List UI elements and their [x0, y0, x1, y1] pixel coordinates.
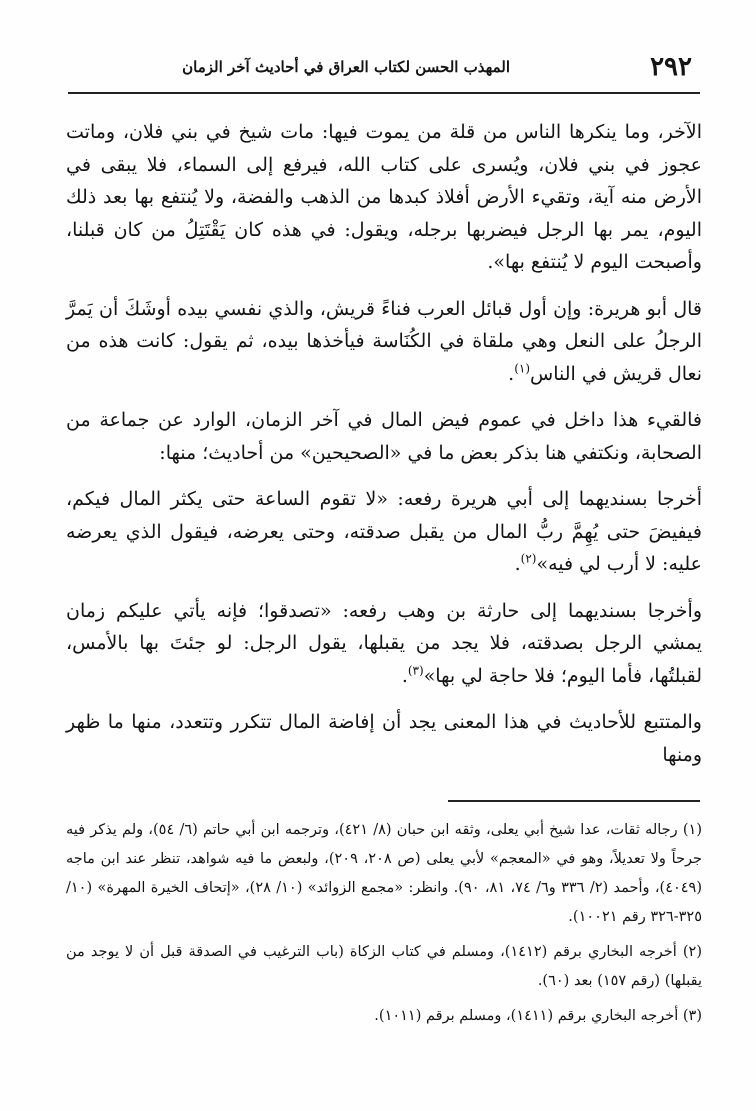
paragraph: أخرجا بسنديهما إلى أبي هريرة رفعه: «لا تقوم الساعة حتى يكثر المال فيكم، فيفيضَ حتى يُهِمَّ ربُّ المال من يقبل صدقته، وحتى يعرضه، فيقول الذي يعرضه عليه: لا أرب لي فيه»$^{(٢)}$. [66, 488, 702, 575]
paragraph: الآخر، وما ينكرها الناس من قلة من يموت فيها: مات شيخ في بني فلان، وماتت عجوز في بني فلان، ويُسرى على كتاب الله، فيرفع إلى السماء، فلا يبقى في الأرض منه آية، وتقيء الأرض أفلاذ كبدها من الذهب والفضة، ولا يُنتفع بها بعد ذلك اليوم، يمر بها الرجل فيضربها برجله، ويقول: في هذه كان يَقْتَتِلُ من كان قبلنا، وأصبحت اليوم لا يُنتفع بها». [66, 121, 702, 273]
paragraph: والمتتبع للأحاديث في هذا المعنى يجد أن إفاضة المال تتكرر وتتعدد، منها ما ظهر ومنها [66, 711, 702, 766]
footnote-ref: (٢) [520, 551, 537, 566]
main-text [66, 116, 702, 785]
paragraph: فالقيء هذا داخل في عموم فيض المال في آخر الزمان، الوارد عن جماعة من الصحابة، ونكتفي هنا بذكر بعض ما في «الصحيحين» من أحاديث؛ منها: [66, 409, 702, 464]
paragraph: وأخرجا بسنديهما إلى حارثة بن وهب رفعه: «تصدقوا؛ فإنه يأتي عليكم زمان يمشي الرجل بصدقته، فلا يجد من يقبلها، يقول الرجل: لو جئتَ بها بالأمس، لقبلتُها، فأما اليوم؛ فلا حاجة لي بها»$^{(٣)}$. [66, 599, 702, 687]
footnotes [66, 816, 702, 1037]
footnote-rule [448, 800, 700, 802]
page-header [60, 52, 700, 88]
header-rule [68, 92, 700, 94]
page-number: ٢٩٢ [650, 52, 692, 82]
footnote: (١) رجاله ثقات، عدا شيخ أبي يعلى، وثقه ابن حبان (٨/ ٤٢١)، وترجمه ابن أبي حاتم (٦/ ٥٤)، ولم يذكر فيه جرحاً ولا تعديلاً، وهو في «المعجم» لأبي يعلى (ص ٢٠٨، ٢٠٩)، ولبعض ما فيه شواهد، تنظر عند ابن ماجه (٤٠٤٩)، وأحمد (٢/ ٣٣٦ و٦/ ٧٤، ٨١، ٩٠). وانظر: «مجمع الزوائد» (١٠/ ٢٨)، «إتحاف الخيرة المهرة» (١٠/ ٣٢٥-٣٢٦ رقم ١٠٠٢١). [66, 822, 703, 925]
footnote-ref: (١) [514, 361, 531, 376]
footnote: (٣) أخرجه البخاري برقم (١٤١١)، ومسلم برقم (١٠١١). [374, 1008, 702, 1024]
paragraph: قال أبو هريرة: وإن أول قبائل العرب فناءً قريش، والذي نفسي بيده أوشَكَ أن يَمرَّ الرجلُ على النعل وهي ملقاة في الكُنَاسة فيأخذها بيده، ثم يقول: كانت هذه من نعال قريش في الناس$^{(١)}$. [66, 297, 702, 385]
footnote: (٢) أخرجه البخاري برقم (١٤١٢)، ومسلم في كتاب الزكاة (باب الترغيب في الصدقة قبل أن لا يوجد من يقبلها) (رقم ١٥٧) بعد (٦٠). [66, 944, 702, 989]
running-title: المهذب الحسن لكتاب العراق في أحاديث آخر الزمان [182, 58, 510, 76]
footnote-ref: (٣) [407, 663, 424, 678]
